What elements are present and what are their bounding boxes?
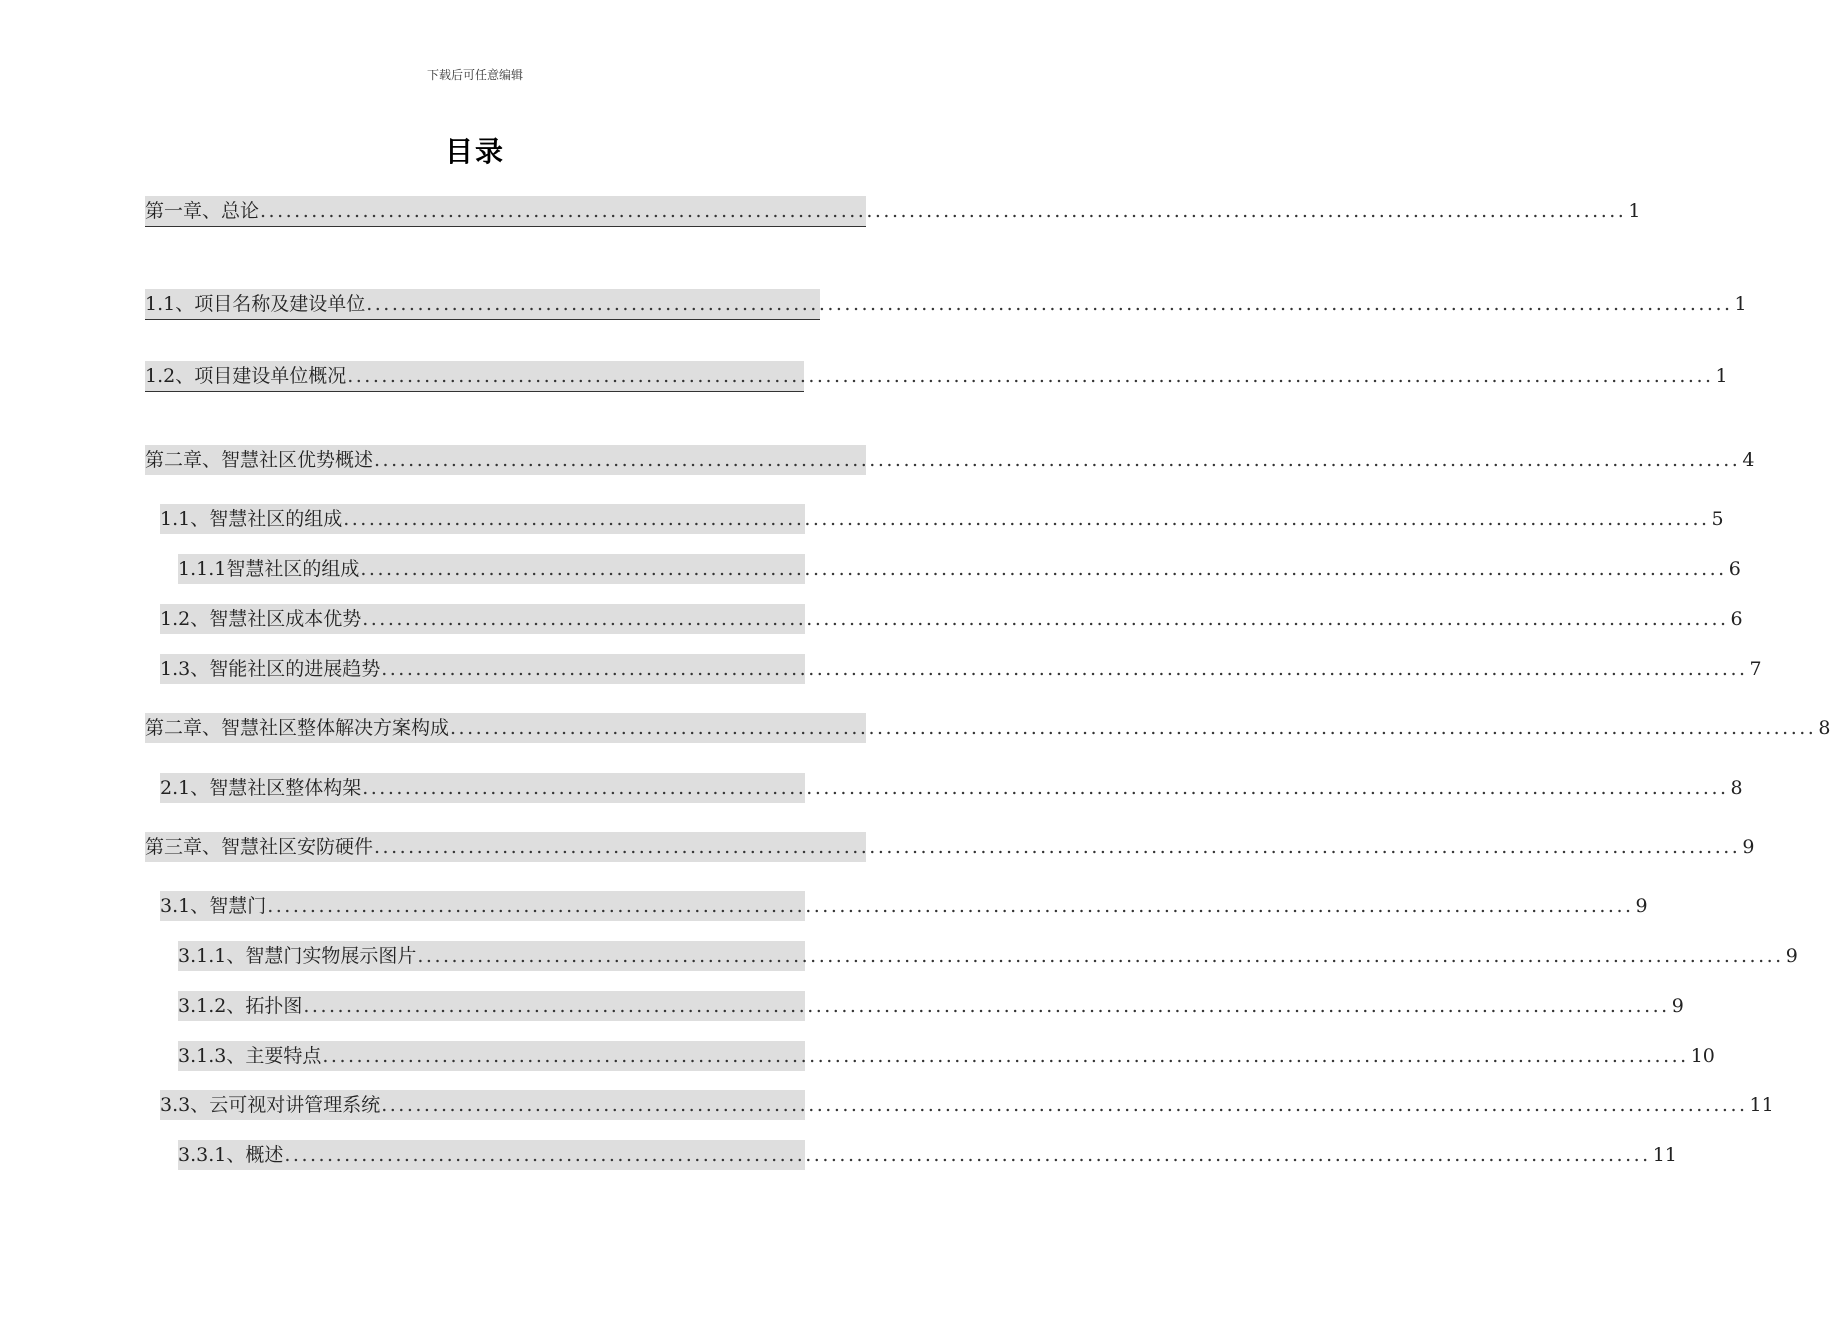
toc-leader-dots: ................................................................................................................................................................	[360, 558, 1727, 580]
toc-entry-2-1[interactable]	[160, 773, 1743, 803]
toc-entry-text: 3.1.2、拓扑图	[178, 995, 303, 1017]
toc-entry-text: 1.1、项目名称及建设单位	[145, 293, 366, 315]
toc-leader-dots: ................................................................................................................................................................	[362, 608, 1729, 630]
toc-page-number: 9	[1742, 836, 1755, 858]
toc-entry-text: 第一章、总论	[145, 200, 260, 222]
toc-entry-text: 3.3、云可视对讲管理系统	[160, 1094, 381, 1116]
toc-page-number: 10	[1690, 1045, 1715, 1067]
toc-entry-text: 2.1、智慧社区整体构架	[160, 777, 362, 799]
toc-page-number: 1	[1628, 200, 1641, 222]
toc-leader-dots: ................................................................................................................................................................	[417, 945, 1784, 967]
toc-leader-dots: ................................................................................................................................................................	[284, 1144, 1651, 1166]
toc-page-number: 6	[1728, 558, 1741, 580]
toc-title: 目录	[444, 135, 505, 168]
toc-entry-1-3[interactable]	[160, 654, 1762, 684]
toc-page-number: 1	[1734, 293, 1747, 315]
toc-leader-dots: ................................................................................................................................................................	[303, 995, 1670, 1017]
toc-entry-text: 第三章、智慧社区安防硬件	[145, 836, 374, 858]
toc-page-number: 6	[1730, 608, 1743, 630]
toc-entry-chapter-3[interactable]	[145, 832, 1755, 862]
toc-entry-3-1-2[interactable]	[178, 991, 1684, 1021]
toc-leader-dots: ................................................................................................................................................................	[347, 365, 1714, 387]
toc-leader-dots: ................................................................................................................................................................	[381, 1094, 1748, 1116]
toc-entry-1-1-1[interactable]	[178, 554, 1741, 584]
toc-entry-1-2-cost[interactable]	[160, 604, 1743, 634]
toc-page-number: 11	[1749, 1094, 1774, 1116]
toc-page-number: 5	[1711, 508, 1724, 530]
toc-entry-chapter-2b[interactable]	[145, 713, 1830, 743]
toc-page-number: 8	[1730, 777, 1743, 799]
toc-entry-text: 第二章、智慧社区整体解决方案构成	[145, 717, 450, 739]
toc-leader-dots: ................................................................................................................................................................	[374, 449, 1741, 471]
toc-entry-1-2[interactable]	[145, 361, 1728, 392]
toc-leader-dots: ................................................................................................................................................................	[362, 777, 1729, 799]
toc-leader-dots: ................................................................................................................................................................	[374, 836, 1741, 858]
toc-entry-chapter-2[interactable]	[145, 445, 1755, 475]
toc-entry-3-3-1[interactable]	[178, 1140, 1677, 1170]
toc-page-number: 9	[1635, 895, 1648, 917]
toc-entry-1-1[interactable]	[145, 289, 1747, 320]
toc-leader-dots: ................................................................................................................................................................	[366, 293, 1733, 315]
toc-entry-1-1-composition[interactable]	[160, 504, 1724, 534]
toc-entry-text: 1.1、智慧社区的组成	[160, 508, 343, 530]
toc-entry-text: 3.1.3、主要特点	[178, 1045, 322, 1067]
toc-entry-text: 1.3、智能社区的进展趋势	[160, 658, 381, 680]
toc-entry-text: 1.2、智慧社区成本优势	[160, 608, 362, 630]
toc-entry-text: 3.3.1、概述	[178, 1144, 284, 1166]
toc-leader-dots: ................................................................................................................................................................	[267, 895, 1634, 917]
toc-entry-3-3[interactable]	[160, 1090, 1774, 1120]
toc-page-number: 8	[1818, 717, 1830, 739]
toc-page-number: 9	[1671, 995, 1684, 1017]
toc-entry-3-1-1[interactable]	[178, 941, 1798, 971]
toc-leader-dots: ................................................................................................................................................................	[260, 200, 1627, 222]
toc-leader-dots: ................................................................................................................................................................	[450, 717, 1817, 739]
toc-page-number: 1	[1715, 365, 1728, 387]
toc-entry-text: 3.1.1、智慧门实物展示图片	[178, 945, 417, 967]
toc-page-number: 9	[1785, 945, 1798, 967]
toc-leader-dots: ................................................................................................................................................................	[343, 508, 1710, 530]
toc-page-number: 4	[1742, 449, 1755, 471]
toc-leader-dots: ................................................................................................................................................................	[381, 658, 1748, 680]
header-note: 下载后可任意编辑	[426, 68, 523, 82]
toc-leader-dots: ................................................................................................................................................................	[322, 1045, 1689, 1067]
toc-entry-text: 1.1.1智慧社区的组成	[178, 558, 360, 580]
toc-entry-3-1[interactable]	[160, 891, 1648, 921]
toc-entry-text: 第二章、智慧社区优势概述	[145, 449, 374, 471]
toc-page-number: 7	[1749, 658, 1762, 680]
toc-entry-text: 1.2、项目建设单位概况	[145, 365, 347, 387]
toc-entry-3-1-3[interactable]	[178, 1041, 1715, 1071]
toc-page-number: 11	[1652, 1144, 1677, 1166]
toc-entry-text: 3.1、智慧门	[160, 895, 267, 917]
toc-entry-chapter-1[interactable]	[145, 196, 1641, 227]
